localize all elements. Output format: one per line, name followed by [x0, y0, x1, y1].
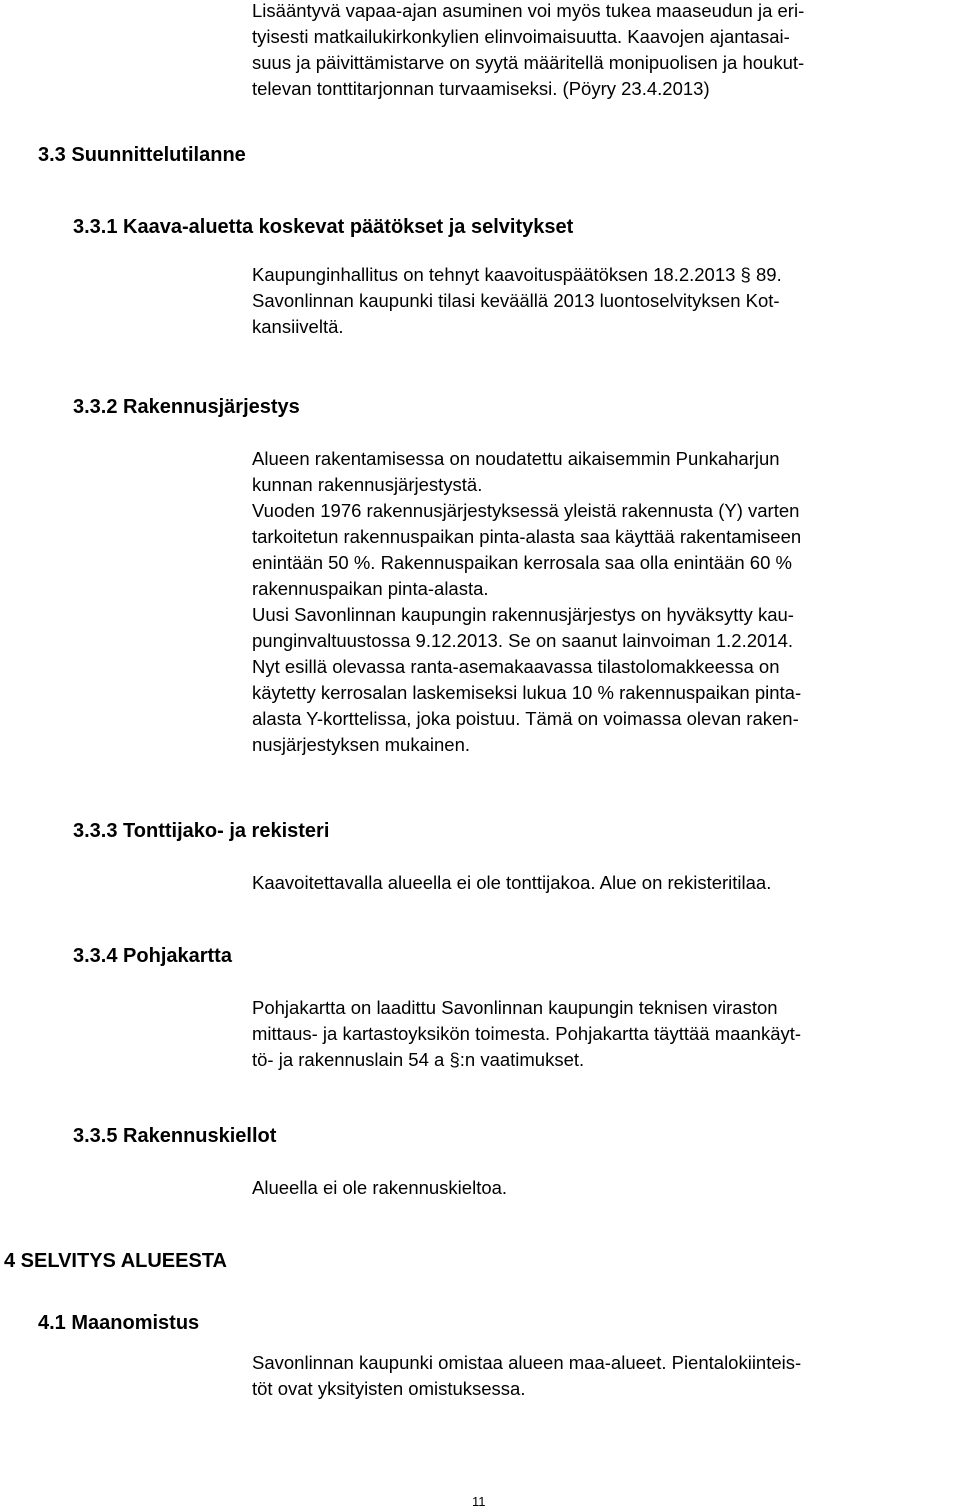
text-line: Kaavoitettavalla alueella ei ole tonttijakoa. Alue on rekisteritilaa.	[252, 872, 772, 893]
paragraph-kaava-aluetta	[252, 262, 952, 340]
heading-kaava-aluetta: 3.3.1 Kaava-aluetta koskevat päätökset ja selvitykset	[73, 216, 574, 238]
text-line: kansiiveltä.	[252, 316, 344, 337]
heading-maanomistus: 4.1 Maanomistus	[38, 1312, 200, 1334]
text-line: töt ovat yksityisten omistuksessa.	[252, 1378, 526, 1399]
heading-selvitys-alueesta: 4 SELVITYS ALUEESTA	[4, 1250, 227, 1272]
text-line: Savonlinnan kaupunki omistaa alueen maa-alueet. Pientalokiinteis-	[252, 1352, 802, 1373]
text-line: Vuoden 1976 rakennusjärjestyksessä yleistä rakennusta (Y) varten	[252, 500, 800, 521]
text-line: Uusi Savonlinnan kaupungin rakennusjärjestys on hyväksytty kau-	[252, 604, 794, 625]
text-line: Pohjakartta on laadittu Savonlinnan kaupungin teknisen viraston	[252, 997, 778, 1018]
text-line: Lisääntyvä vapaa-ajan asuminen voi myös tukea maaseudun ja eri-	[252, 0, 805, 21]
text-line: rakennuspaikan pinta-alasta.	[252, 578, 489, 599]
text-line: Alueen rakentamisessa on noudatettu aikaisemmin Punkaharjun	[252, 448, 780, 469]
text-line: käytetty kerrosalan laskemiseksi lukua 10 % rakennuspaikan pinta-	[252, 682, 802, 703]
heading-pohjakartta: 3.3.4 Pohjakartta	[73, 945, 232, 967]
heading-suunnittelutilanne: 3.3 Suunnittelutilanne	[38, 144, 246, 166]
text-line: alasta Y-korttelissa, joka poistuu. Tämä on voimassa olevan raken-	[252, 708, 799, 729]
text-line: suus ja päivittämistarve on syytä määritellä monipuolisen ja houkut-	[252, 52, 805, 73]
paragraph-rakennuskiellot	[252, 1175, 952, 1201]
text-line: Nyt esillä olevassa ranta-asemakaavassa tilastolomakkeessa on	[252, 656, 780, 677]
text-line: tö- ja rakennuslain 54 a §:n vaatimukset.	[252, 1049, 585, 1070]
paragraph-pohjakartta	[252, 995, 952, 1073]
heading-rakennusjarjestys: 3.3.2 Rakennusjärjestys	[73, 396, 300, 418]
heading-tonttijako: 3.3.3 Tonttijako- ja rekisteri	[73, 820, 330, 842]
text-line: kunnan rakennusjärjestystä.	[252, 474, 483, 495]
paragraph-rakennusjarjestys	[252, 446, 952, 758]
heading-rakennuskiellot: 3.3.5 Rakennuskiellot	[73, 1125, 277, 1147]
text-line: mittaus- ja kartastoyksikön toimesta. Pohjakartta täyttää maankäyt-	[252, 1023, 802, 1044]
text-line: televan tonttitarjonnan turvaamiseksi. (Pöyry 23.4.2013)	[252, 78, 710, 99]
text-line: tyisesti matkailukirkonkylien elinvoimaisuutta. Kaavojen ajantasai-	[252, 26, 790, 47]
text-line: Kaupunginhallitus on tehnyt kaavoituspäätöksen 18.2.2013 § 89.	[252, 264, 782, 285]
text-line: enintään 50 %. Rakennuspaikan kerrosala saa olla enintään 60 %	[252, 552, 792, 573]
paragraph-tonttijako	[252, 870, 952, 896]
paragraph-maanomistus	[252, 1350, 952, 1402]
intro-paragraph	[252, 0, 952, 102]
text-line: Alueella ei ole rakennuskieltoa.	[252, 1177, 508, 1198]
text-line: Savonlinnan kaupunki tilasi keväällä 2013 luontoselvityksen Kot-	[252, 290, 780, 311]
text-line: tarkoitetun rakennuspaikan pinta-alasta saa käyttää rakentamiseen	[252, 526, 802, 547]
text-line: punginvaltuustossa 9.12.2013. Se on saanut lainvoiman 1.2.2014.	[252, 630, 794, 651]
text-line: nusjärjestyksen mukainen.	[252, 734, 470, 755]
page-number: 11	[472, 1494, 486, 1509]
